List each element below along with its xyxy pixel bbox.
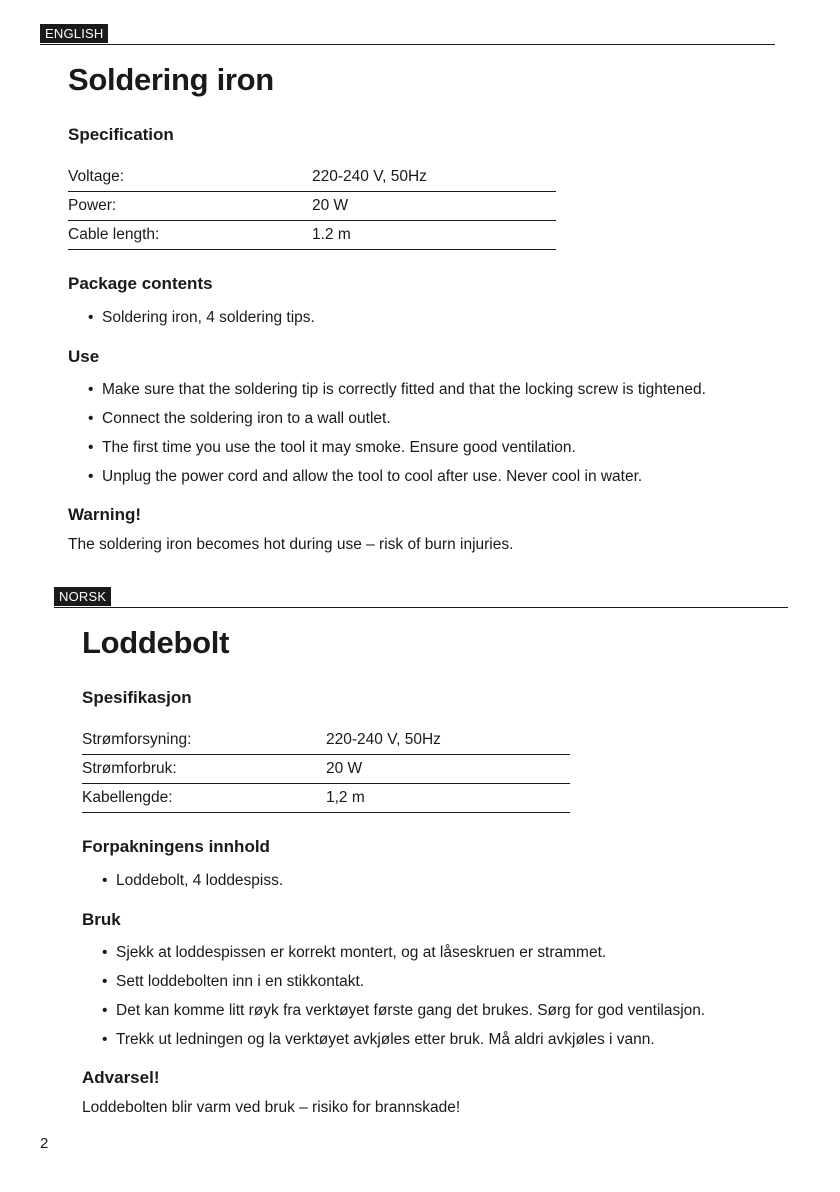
spec-label: Kabellengde: <box>82 784 326 813</box>
divider <box>54 607 788 608</box>
package-heading: Forpakningens innhold <box>82 837 270 856</box>
language-bar <box>40 24 775 46</box>
table-row <box>82 726 570 755</box>
spec-table <box>68 163 556 250</box>
list-item-text: Sett loddebolten inn i en stikkontakt. <box>116 973 365 990</box>
list-item: • Det kan komme litt røyk fra verktøyet første gang det brukes. Sørg for god ventilasjon. <box>102 1002 706 1019</box>
page-title: Loddebolt <box>82 625 230 660</box>
language-bar <box>54 587 788 609</box>
list-item: • Sett loddebolten inn i en stikkontakt. <box>102 973 365 990</box>
language-tag: ENGLISH <box>40 24 108 43</box>
list-item: • Unplug the power cord and allow the tool to cool after use. Never cool in water. <box>88 468 643 485</box>
list-item-text: Unplug the power cord and allow the tool to cool after use. Never cool in water. <box>102 468 643 485</box>
norsk-section <box>0 570 840 1130</box>
list-item-text: Soldering iron, 4 soldering tips. <box>102 309 315 326</box>
table-row <box>82 784 570 813</box>
table-row <box>68 163 556 192</box>
spec-label: Voltage: <box>68 163 312 192</box>
package-heading: Package contents <box>68 274 213 293</box>
package-list <box>88 303 315 332</box>
use-list <box>102 938 705 1054</box>
spec-value: 220-240 V, 50Hz <box>326 726 570 755</box>
list-item-text: The first time you use the tool it may smoke. Ensure good ventilation. <box>102 439 576 456</box>
spec-value: 20 W <box>312 192 556 221</box>
warning-heading: Advarsel! <box>82 1068 160 1087</box>
spec-label: Cable length: <box>68 221 312 250</box>
list-item: • Connect the soldering iron to a wall outlet. <box>88 410 391 427</box>
spec-label: Strømforsyning: <box>82 726 326 755</box>
warning-heading: Warning! <box>68 505 142 524</box>
list-item-text: Make sure that the soldering tip is correctly fitted and that the locking screw is tightened. <box>102 381 706 398</box>
english-section <box>0 0 840 570</box>
use-list <box>88 375 706 491</box>
spec-heading: Specification <box>68 125 174 144</box>
list-item: • Make sure that the soldering tip is correctly fitted and that the locking screw is tightened. <box>88 381 706 398</box>
spec-table <box>82 726 570 813</box>
list-item-text: Sjekk at loddespissen er korrekt montert, og at låseskruen er strammet. <box>116 944 607 961</box>
table-row <box>68 192 556 221</box>
language-tag: NORSK <box>54 587 111 606</box>
list-item: • Sjekk at loddespissen er korrekt montert, og at låseskruen er strammet. <box>102 944 607 961</box>
package-list <box>102 866 283 895</box>
spec-heading: Spesifikasjon <box>82 688 192 707</box>
list-item-text: Trekk ut ledningen og la verktøyet avkjøles etter bruk. Må aldri avkjøles i vann. <box>116 1031 655 1048</box>
use-heading: Use <box>68 347 100 366</box>
list-item: • Trekk ut ledningen og la verktøyet avkjøles etter bruk. Må aldri avkjøles i vann. <box>102 1031 655 1048</box>
spec-label: Power: <box>68 192 312 221</box>
table-row <box>82 755 570 784</box>
page-number: 2 <box>40 1135 49 1152</box>
list-item-text: Det kan komme litt røyk fra verktøyet første gang det brukes. Sørg for god ventilasjon. <box>116 1002 706 1019</box>
list-item: • Soldering iron, 4 soldering tips. <box>88 309 315 326</box>
table-row <box>68 221 556 250</box>
warning-text: Loddebolten blir varm ved bruk – risiko for brannskade! <box>82 1099 461 1116</box>
spec-value: 20 W <box>326 755 570 784</box>
spec-value: 1.2 m <box>312 221 556 250</box>
warning-text: The soldering iron becomes hot during use – risk of burn injuries. <box>68 536 514 553</box>
list-item-text: Connect the soldering iron to a wall outlet. <box>102 410 391 427</box>
use-heading: Bruk <box>82 910 121 929</box>
list-item-text: Loddebolt, 4 loddespiss. <box>116 872 284 889</box>
divider <box>40 44 775 45</box>
list-item: • The first time you use the tool it may smoke. Ensure good ventilation. <box>88 439 576 456</box>
spec-value: 220-240 V, 50Hz <box>312 163 556 192</box>
spec-label: Strømforbruk: <box>82 755 326 784</box>
list-item: • Loddebolt, 4 loddespiss. <box>102 872 284 889</box>
page-title: Soldering iron <box>68 62 274 97</box>
spec-value: 1,2 m <box>326 784 570 813</box>
